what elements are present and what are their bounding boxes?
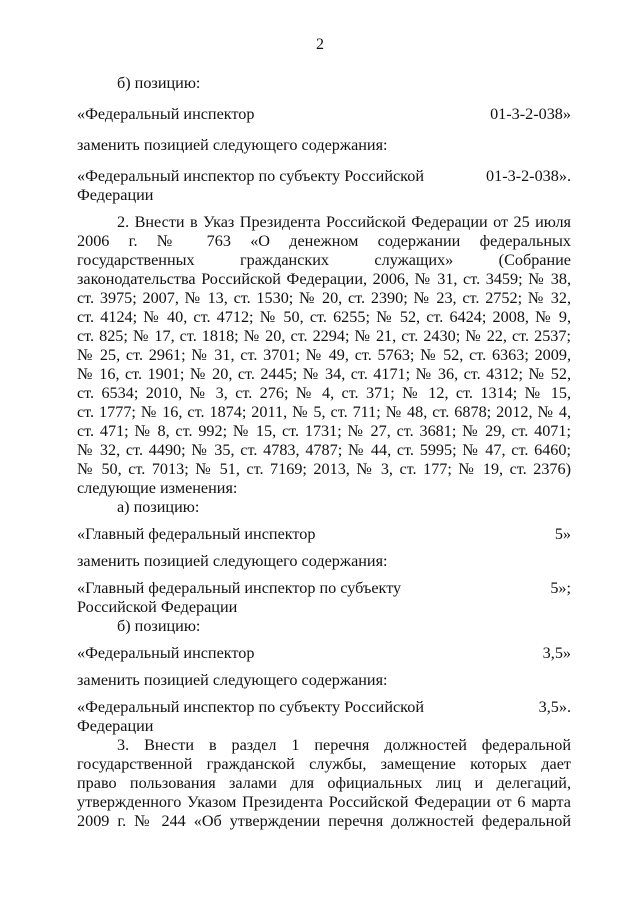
paragraph-line: право пользования залами для официальных лиц и делегаций, (77, 774, 571, 792)
text-line: б) позицию: (117, 74, 201, 92)
position-code: 01-3-2-038» (490, 105, 571, 123)
paragraph-line: ст. 4124; № 40, ст. 4712; № 50, ст. 6255; № 52, ст. 6424; 2008, № 9, (77, 308, 571, 326)
position-row (77, 698, 571, 717)
document-body (77, 74, 571, 831)
position-code: 3,5». (538, 698, 571, 716)
paragraph-line: утвержденного Указом Президента Российской Федерации от 6 марта (77, 793, 571, 811)
paragraph-line: № 32, ст. 4490; № 35, ст. 4783, 4787; № 44, ст. 5995; № 47, ст. 6460; (77, 441, 571, 459)
position-title: «Федеральный инспектор (77, 644, 255, 662)
paragraph-line: ст. 825; № 17, ст. 1818; № 20, ст. 2294; № 21, ст. 2430; № 22, ст. 2537; (77, 327, 571, 345)
position-title: «Главный федеральный инспектор по субъекту (77, 579, 402, 597)
paragraph-line: 3. Внести в раздел 1 перечня должностей федеральной (117, 736, 571, 754)
paragraph-line: 2006 г. № 763 «О денежном содержании федеральных (77, 232, 571, 250)
position-title: «Главный федеральный инспектор (77, 525, 316, 543)
paragraph-line: ст. 6534; 2010, № 3, ст. 276; № 4, ст. 371; № 12, ст. 1314; № 15, (77, 384, 571, 402)
paragraph-line: ст. 1777; № 16, ст. 1874; 2011, № 5, ст. 711; № 48, ст. 6878; 2012, № 4, (77, 403, 571, 421)
position-code: 3,5» (542, 644, 571, 662)
paragraph-line: государственных гражданских служащих» (Собрание (77, 251, 571, 269)
paragraph-line: следующие изменения: (77, 479, 238, 497)
position-row (77, 105, 571, 124)
paragraph-line: законодательства Российской Федерации, 2006, № 31, ст. 3459; № 38, (77, 270, 571, 288)
position-row (77, 579, 571, 598)
text-line: а) позицию: (117, 498, 200, 516)
text-line: б) позицию: (117, 617, 201, 635)
paragraph-line: ст. 3975; 2007, № 13, ст. 1530; № 20, ст. 2390; № 23, ст. 2752; № 32, (77, 289, 571, 307)
paragraph-line: 2009 г. № 244 «Об утверждении перечня должностей федеральной (77, 812, 571, 830)
text-line: заменить позицией следующего содержания: (77, 552, 388, 570)
paragraph-line: 2. Внести в Указ Президента Российской Федерации от 25 июля (117, 213, 571, 231)
paragraph-line: № 25, ст. 2961; № 31, ст. 3701; № 49, ст. 5763; № 52, ст. 6363; 2009, (77, 346, 571, 364)
paragraph-line: № 50, ст. 7013; № 51, ст. 7169; 2013, № 3, ст. 177; № 19, ст. 2376) (77, 460, 571, 478)
position-row (77, 525, 571, 544)
position-row (77, 167, 571, 186)
page-number: 2 (316, 36, 324, 53)
text-line: Федерации (77, 717, 154, 735)
position-title: «Федеральный инспектор (77, 105, 255, 123)
text-line: заменить позицией следующего содержания: (77, 136, 388, 154)
position-title: «Федеральный инспектор по субъекту Российской (77, 698, 424, 716)
position-title: «Федеральный инспектор по субъекту Российской (77, 167, 424, 185)
text-line: Российской Федерации (77, 598, 238, 616)
position-code: 5» (554, 525, 571, 543)
paragraph-line: государственной гражданской службы, замещение которых дает (77, 755, 571, 773)
paragraph-line: № 16, ст. 1901; № 20, ст. 2445; № 34, ст. 4171; № 36, ст. 4312; № 52, (77, 365, 571, 383)
text-line: заменить позицией следующего содержания: (77, 671, 388, 689)
position-row (77, 644, 571, 663)
paragraph-line: ст. 471; № 8, ст. 992; № 15, ст. 1731; № 27, ст. 3681; № 29, ст. 4071; (77, 422, 571, 440)
text-line: Федерации (77, 186, 154, 204)
position-code: 01-3-2-038». (486, 167, 571, 185)
position-code: 5»; (550, 579, 571, 597)
